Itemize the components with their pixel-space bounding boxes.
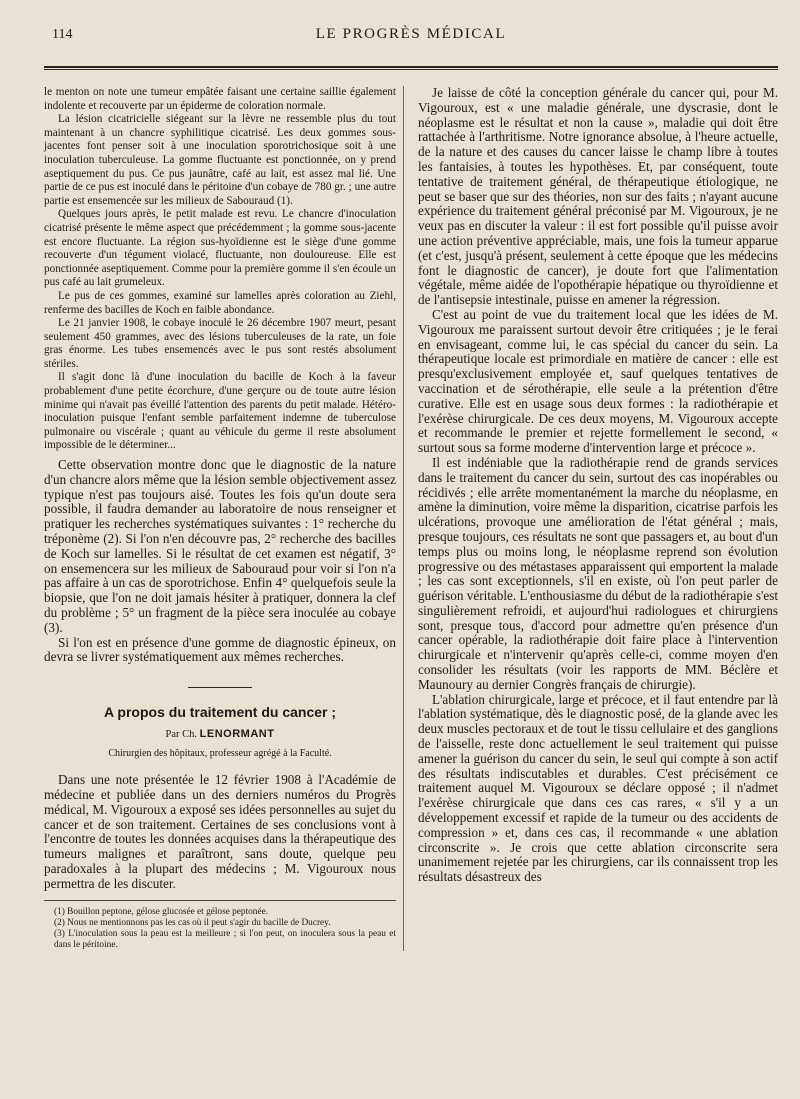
paragraph: Je laisse de côté la conception générale du cancer qui, pour M. Vigouroux, est « une maladie générale, une dyscrasie, dont le néoplasme est le résultat et non la cause », maladie qui doit être rattachée à l'arthritisme. Notre ignorance absolue, à l'heure actuelle, de la nature et des causes du cancer laisse le champ libre à toutes les fantaisies, à toutes les hypothèses. Et, par conséquent, toute tentative de traitement général, de thérapeutique étiologique, ne peut se baser que sur des théories, non sur des faits ; n'ayant aucune expérience du traitement général préconisé par M. Vigouroux, je ne veux pas en discuter la valeur : il est fort possible qu'il puisse avoir une action préventive appréciable, mais, une fois la tumeur apparue (et c'est, jusqu'à présent, seulement à cette époque que les médecins font le diagnostic de cancer), je doute fort que l'alimentation végétale, même aidée de l'opothérapie hépatique ou thyroïdienne et de l'antisepsie intestinale, puisse en amener la régression. — [418, 85, 778, 308]
page-number: 114 — [52, 27, 73, 42]
footnotes — [44, 907, 396, 951]
article-body — [418, 86, 778, 885]
author-name: LENORMANT — [199, 728, 275, 741]
paragraph: Cette observation montre donc que le diagnostic de la nature d'un chancre alors même que la lésion semble objectivement assez typique n'est pas toujours aisé. Toutes les fois qu'un doute sera possible, il faudra demander au laboratoire de nous renseigner et pratiquer les recherches systématiques suivantes : 1° recherche du tréponème (2). Si l'on n'en découvre pas, 2° recherche des bacilles de Koch sur lamelles. Si le résultat de cet examen est négatif, 3° on ensemencera sur les milieux de Sabouraud pour voir si l'on n'a pas affaire à un cas de sporotrichose. Enfin 4° quelquefois seule la biopsie, que l'on ne doit jamais hésiter à pratiquer, donnera la clef du problème ; 5° un fragment de la pièce sera inoculée au cobaye (3). — [44, 457, 396, 635]
paragraph: C'est au point de vue du traitement local que les idées de M. Vigouroux me paraissent surtout devoir être critiquées ; je le ferai en envisageant, comme lui, le cas spécial du cancer du sein. La thérapeutique locale est primordiale en matière de cancer : elle est presqu'exclusivement employée et, sauf quelques tentatives de vaccination et de sérothérapie, elle seule a la prétention d'être curative. Elle est en usage sous deux formes : la radiothérapie et l'exérèse chirurgicale. De ces deux moyens, M. Vigouroux accepte et recommande le premier et rejette formellement le second, « surtout sous sa forme moderne d'intervention large et précoce ». — [418, 306, 778, 456]
paragraph: Si l'on est en présence d'une gomme de diagnostic épineux, on devra se livrer systématiquement aux mêmes recherches. — [44, 634, 396, 665]
byline-prefix: Par Ch. — [165, 729, 198, 741]
article-intro — [44, 773, 396, 891]
conclusion-text — [44, 458, 396, 665]
running-header — [44, 22, 778, 48]
left-column — [44, 86, 404, 951]
journal-title: LE PROGRÈS MÉDICAL — [315, 26, 507, 42]
footnote: (1) Bouillon peptone, gélose glucosée et gélose peptonée. — [54, 906, 269, 917]
footnote: (2) Nous ne mentionnons pas les cas où il peut s'agir du bacille de Ducrey. — [54, 917, 331, 928]
observation-text — [44, 86, 396, 453]
footnote-rule — [44, 900, 396, 901]
paragraph: le menton on note une tumeur empâtée faisant une certaine saillie également indolente et recouverte par un épiderme de coloration normale. — [44, 86, 396, 112]
text-columns — [44, 86, 778, 951]
right-column — [418, 86, 778, 951]
paragraph: La lésion cicatricielle siégeant sur la lèvre ne ressemble plus du tout maintenant à un chancre syphilitique cicatrisé. Les deux gommes sous-jacentes font penser soit à une inoculation sporotrichosique soit à une inoculation tuberculeuse. La gomme fluctuante est ponctionnée, on y prend aseptiquement du pus. Ce pus jaunâtre, café au lait, est assez mal lié. Une partie de ce pus est inoculé dans le péritoine d'un cobaye de 780 gr. ; une autre partie est ensemencée sur les milieux de Sabouraud (1). — [44, 113, 396, 207]
byline — [44, 728, 396, 740]
paragraph: Le 21 janvier 1908, le cobaye inoculé le 26 décembre 1907 meurt, pesant seulement 450 grammes, avec des lésions tuberculeuses de la rate, un foie gras énorme. Les tubes ensemencés avec le pus sont restés absolument stériles. — [44, 317, 396, 370]
author-affiliation: Chirurgien des hôpitaux, professeur agrégé à la Faculté. — [108, 748, 332, 760]
paragraph: Le pus de ces gommes, examiné sur lamelles après coloration au Ziehl, renferme des bacilles de Koch en faible abondance. — [44, 289, 396, 316]
paragraph: Il est indéniable que la radiothérapie rend de grands services dans le traitement du cancer du sein, surtout des cas inopérables ou récidivés ; elle arrête momentanément la marche du néoplasme, en amène la diminution, voire même la disparition, cicatrise parfois les ulcérations, provoque une amélioration de l'état général ; mais, presque toujours, ces résultats ne sont que passagers et, au bout d'un temps plus ou moins long, le néoplasme reprend son évolution progressive ou des métastases apparaissent qui emportent la malade ; les cas sont exceptionnels, s'il en existe, où l'on peut parler de guérison véritable. L'enthousiasme du début de la radiothérapie s'est singulièrement refroidi, et aujourd'hui radiologues et chirurgiens sont, presque tous, d'accord pour admettre qu'en présence d'un cancer opérable, la radiothérapie doit faire place à l'intervention chirurgicale et n'intervenir qu'après celle-ci, comme moyen d'en consolider les résultats (voir les rapports de MM. Béclère et Maunoury au dernier Congrès français de chirurgie). — [418, 454, 778, 692]
paragraph: Il s'agit donc là d'une inoculation du bacille de Koch à la faveur probablement d'une petite écorchure, d'une gerçure ou de toute autre lésion minime qui n'avait pas éveillé l'attention des parents du petit malade. Hétéro-inoculation puisque l'enfant semble parfaitement indemne de tuberculose pulmonaire ou viscérale ; quant au véhicule du germe il reste absolument impossible de le déterminer... — [44, 371, 396, 452]
article-title: A propos du traitement du cancer ; — [103, 704, 337, 721]
footnote: (3) L'inoculation sous la peau est la meilleure ; si l'on peut, on inoculera sous la peau et dans le péritoine. — [54, 928, 396, 950]
paragraph: Quelques jours après, le petit malade est revu. Le chancre d'inoculation cicatrisé présente le même aspect que précédemment ; la gomme sous-jacente est encore fluctuante. La région sus-hyoïdienne est le siège d'une gomme recouverte d'un tégument violacé, fluctuante, non douloureuse. Elle est ponctionnée aseptiquement. Comme pour la première gomme il s'en écoule un pus café au lait grumeleux. — [44, 208, 396, 289]
paragraph: L'ablation chirurgicale, large et précoce, et il faut entendre par là l'ablation systématique, dès le diagnostic posé, de la glande avec les deux muscles pectoraux et de tout le tissu cellulaire et des ganglions de l'aisselle, reste donc actuellement le seul traitement qui puisse amener la guérison du cancer du sein, le seul qui compte à son actif des résultats indiscutables et durables. C'est précisément ce traitement auquel M. Vigouroux se déclare opposé ; il n'admet l'exérèse chirurgicale que dans ces cas rares, « s'il y a un développement excessif et rapide de la tumeur ou des accidents de compression » et, dans ces cas, il recommande « une ablation circonscrite ». Je crois que cette ablation circonscrite sera unanimement rejetée par les chirurgiens, car ils connaissent trop les résultats désastreux des — [418, 691, 778, 885]
section-separator — [188, 687, 252, 688]
paragraph: Dans une note présentée le 12 février 1908 à l'Académie de médecine et publiée dans un des derniers numéros du Progrès médical, M. Vigouroux a exposé ses idées personnelles au sujet du cancer et de son traitement. Certaines de ses conclusions vont à l'encontre de toutes les données acquises dans la thérapeutique des tumeurs malignes et paraîtront, sans doute, quelque peu paradoxales à la plupart des médecins ; M. Vigouroux nous permettra de les discuter. — [44, 772, 396, 891]
header-rule — [44, 66, 778, 70]
